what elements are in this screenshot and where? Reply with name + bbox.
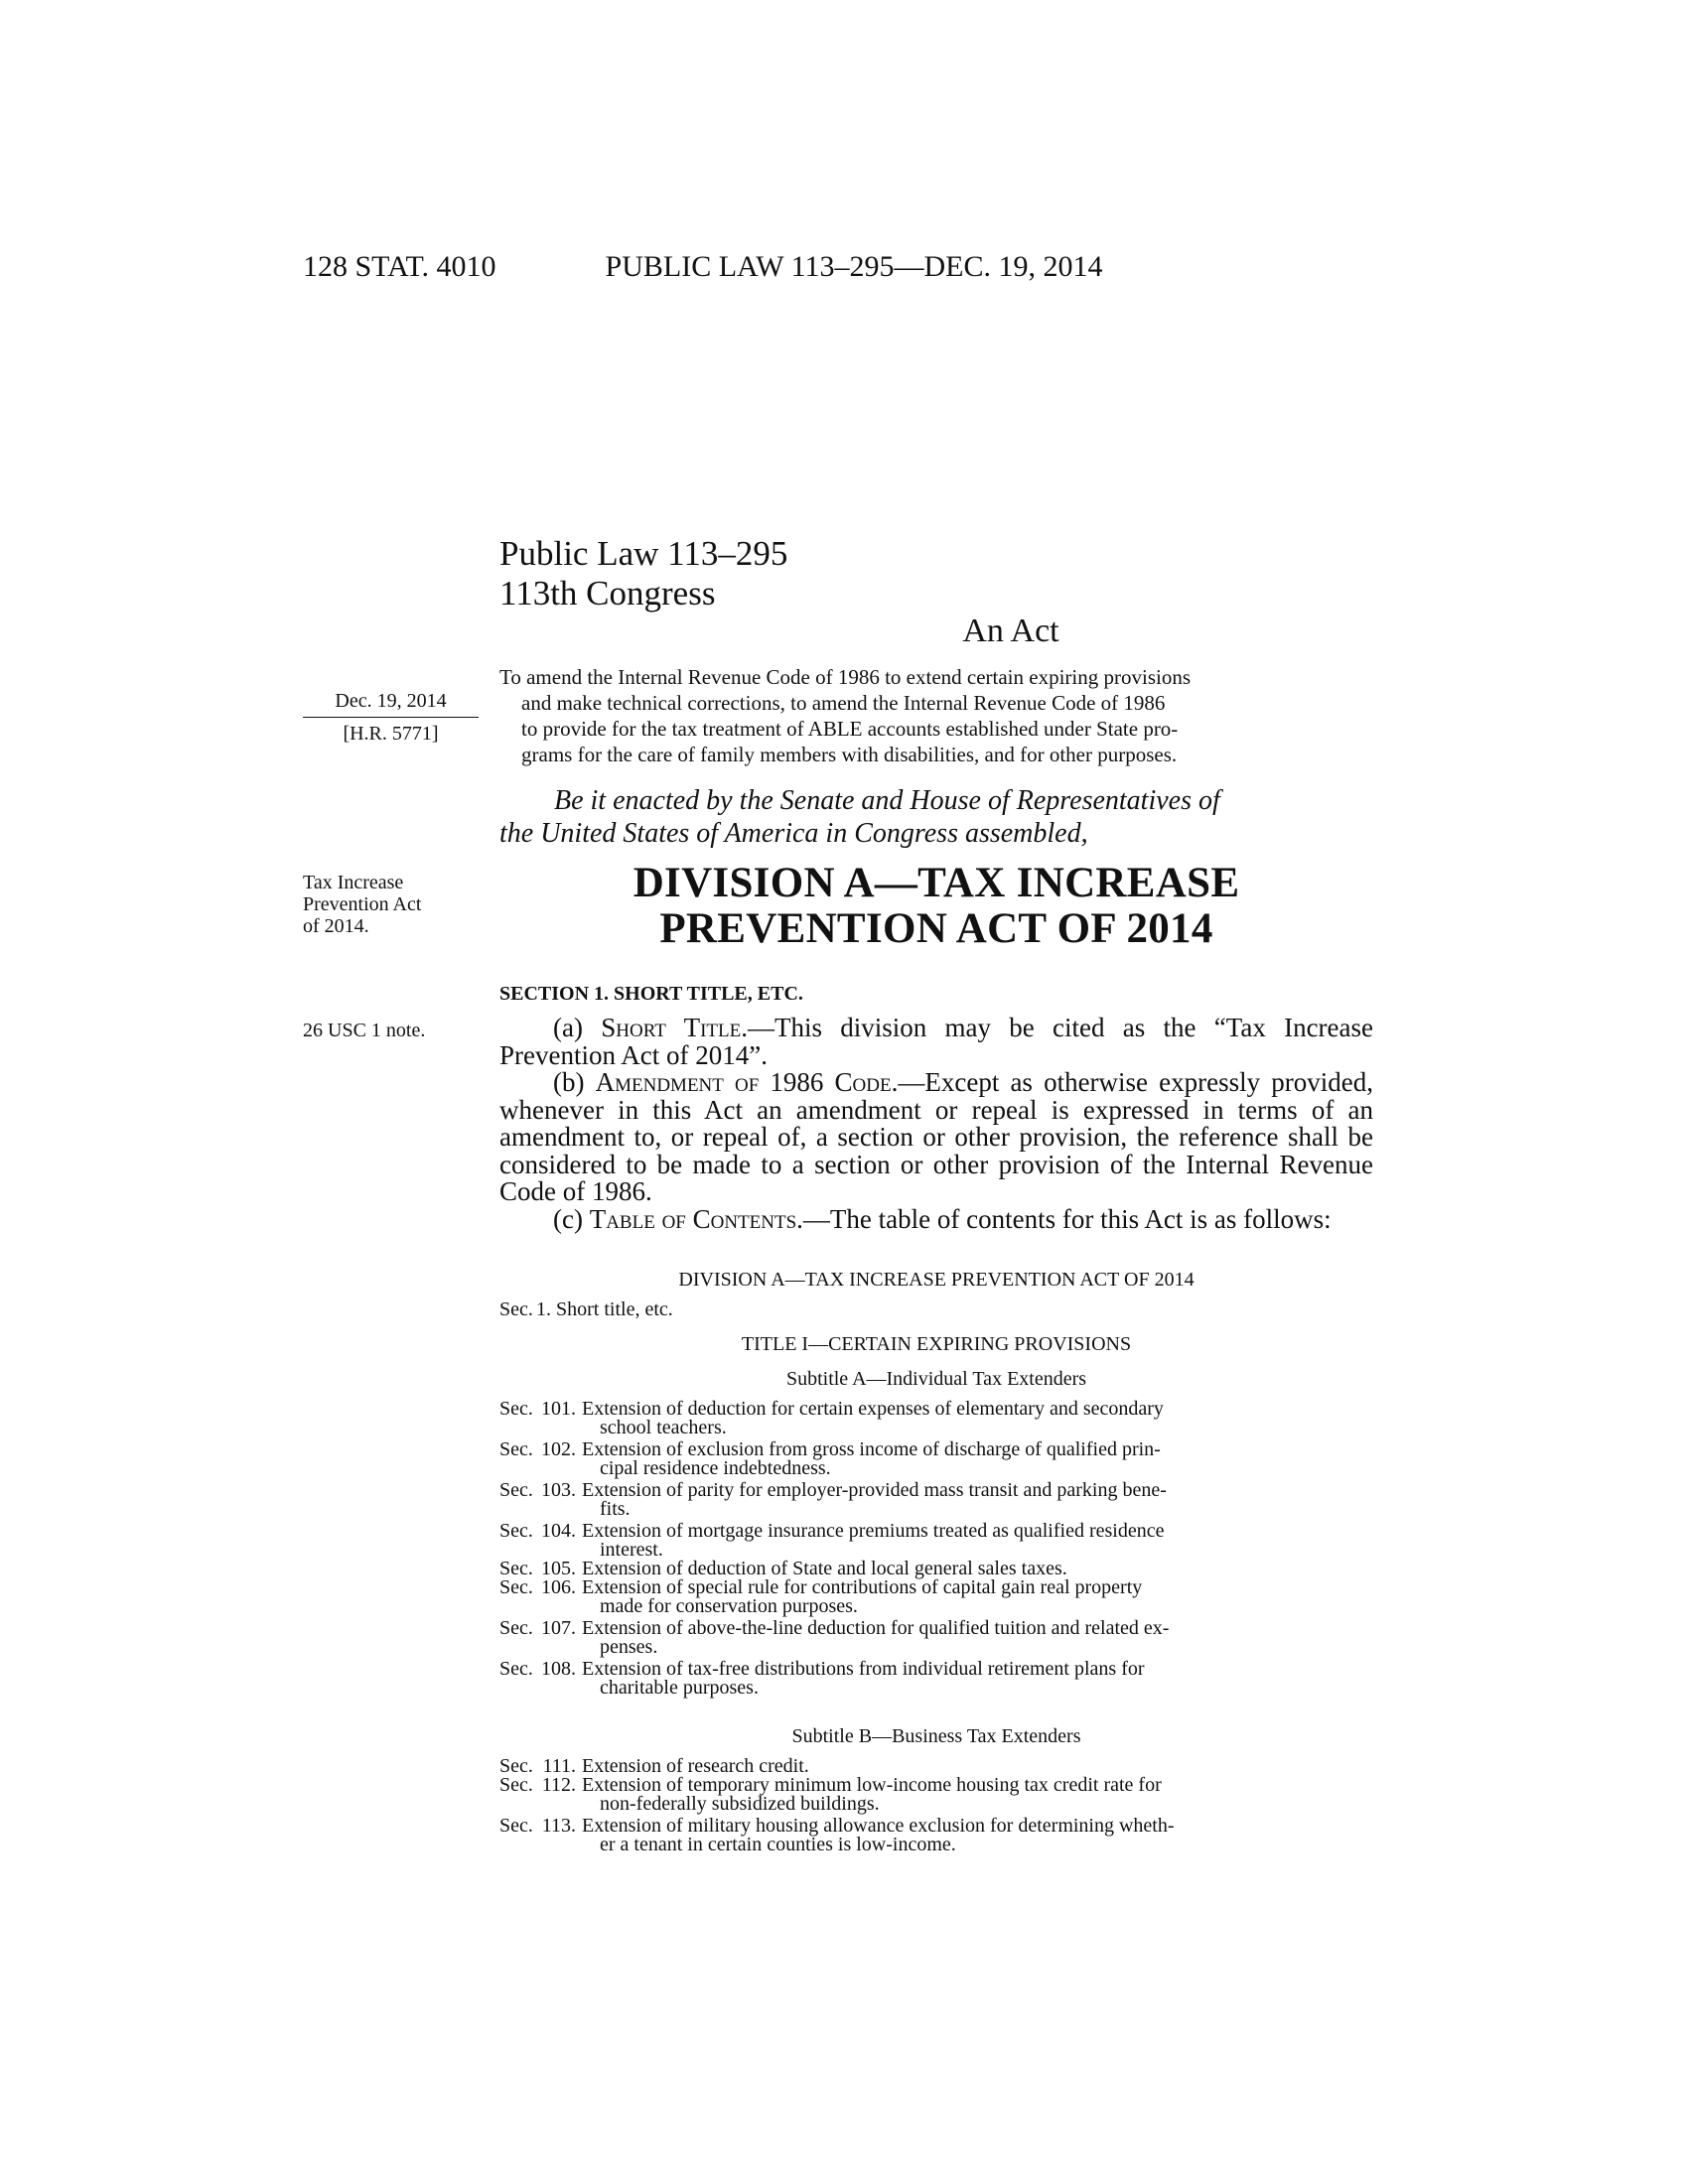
toc-sec-num: 112.: [541, 1774, 576, 1796]
purpose-line: To amend the Internal Revenue Code of 1986 to extend certain expiring provisions: [499, 665, 1192, 689]
toc-subtitle-a-heading: Subtitle A—Individual Tax Extenders: [785, 1368, 1087, 1390]
toc-subtitle-b-list: [499, 1757, 1373, 1854]
toc-entry: [499, 1300, 1373, 1319]
margin-bill-number: [H.R. 5771]: [343, 723, 439, 745]
toc-sec-num: 107.: [541, 1617, 576, 1639]
toc-sec-text-cont: fits.: [600, 1498, 631, 1520]
toc-entry: [499, 1776, 1373, 1814]
margin-note-line: Prevention Act: [303, 893, 422, 915]
toc-sec-label: Sec.: [499, 1815, 533, 1837]
toc-sec-text: Extension of special rule for contributions of capital gain real property: [582, 1576, 1143, 1598]
act-purpose: [499, 664, 1373, 767]
toc-division-heading: DIVISION A—TAX INCREASE PREVENTION ACT OF 2014: [678, 1269, 1195, 1291]
toc-sec-text: Extension of above-the-line deduction for qualified tuition and related ex-: [582, 1617, 1170, 1639]
toc-sec-label: Sec.: [499, 1398, 533, 1420]
toc-sec-text: Extension of mortgage insurance premiums treated as qualified residence: [582, 1520, 1165, 1542]
margin-note-usc: 26 USC 1 note.: [303, 1020, 426, 1041]
toc-sec-text: Extension of parity for employer-provided mass transit and parking bene-: [582, 1479, 1167, 1501]
division-heading: [499, 861, 1373, 952]
toc-sec-text-cont: er a tenant in certain counties is low-income.: [600, 1834, 956, 1855]
section-1-heading: SECTION 1. SHORT TITLE, ETC.: [499, 983, 803, 1005]
toc-sec-text: Extension of research credit.: [582, 1755, 809, 1777]
toc-sec-text-cont: non-federally subsidized buildings.: [600, 1793, 880, 1815]
toc-sec-text: Extension of temporary minimum low-income housing tax credit rate for: [582, 1774, 1162, 1796]
division-heading-line-2: PREVENTION ACT OF 2014: [659, 905, 1213, 952]
toc-sec-label: Sec.: [499, 1438, 533, 1460]
toc-entry: [499, 1522, 1373, 1560]
subsection-caption: Amendment of 1986 Code: [595, 1067, 892, 1097]
enacting-line-1: Be it enacted by the Senate and House of Representatives of: [554, 785, 1220, 816]
toc-sec-label: Sec.: [499, 1774, 533, 1796]
subsection-caption: Short Title: [601, 1013, 742, 1042]
subsection-a: [499, 1015, 1373, 1069]
subsection-label: (a): [553, 1013, 602, 1042]
toc-sec-label: Sec.: [499, 1298, 533, 1320]
subsection-caption: Table of Contents: [589, 1203, 797, 1234]
congress: 113th Congress: [499, 574, 716, 613]
page-stat-citation: 128 STAT. 4010: [303, 250, 496, 283]
margin-rule: [303, 717, 479, 718]
toc-sec-label: Sec.: [499, 1576, 533, 1598]
section-1-body: [499, 1015, 1373, 1233]
toc-sec-label: Sec.: [499, 1617, 533, 1639]
toc-sec-num: 111.: [542, 1755, 576, 1777]
toc-sec-text-cont: school teachers.: [600, 1417, 727, 1438]
toc-sec-text-cont: cipal residence indebtedness.: [600, 1457, 831, 1479]
subsection-b: [499, 1069, 1373, 1206]
toc-sec-num: 103.: [541, 1479, 576, 1501]
toc-sec-num: 102.: [541, 1438, 576, 1460]
toc-entry: [499, 1817, 1373, 1854]
toc-entry: [499, 1440, 1373, 1478]
toc-sec-text-cont: interest.: [600, 1539, 663, 1561]
law-title-block: [499, 534, 787, 614]
enacting-clause: [499, 784, 1373, 850]
toc-sec-num: 105.: [541, 1558, 576, 1579]
toc-title-heading: TITLE I—CERTAIN EXPIRING PROVISIONS: [741, 1333, 1132, 1355]
toc-sec-text: Extension of exclusion from gross income of discharge of qualified prin-: [582, 1438, 1161, 1460]
toc-sec-text-cont: penses.: [600, 1636, 658, 1658]
toc-entry: [499, 1578, 1373, 1616]
toc-entry: [499, 1619, 1373, 1657]
margin-date: Dec. 19, 2014: [335, 690, 447, 712]
toc-sec-text: Short title, etc.: [556, 1298, 673, 1320]
margin-note-line: Tax Increase: [303, 872, 404, 893]
subsection-c: [499, 1203, 1373, 1234]
toc-sec-text: Extension of military housing allowance exclusion for determining wheth-: [582, 1815, 1175, 1837]
margin-date-block: [303, 688, 479, 747]
purpose-line: grams for the care of family members with disabilities, and for other purposes.: [521, 743, 1178, 766]
division-heading-line-1: DIVISION A—TAX INCREASE: [633, 860, 1240, 906]
toc-sec-text-cont: charitable purposes.: [600, 1677, 759, 1699]
toc-sec-label: Sec.: [499, 1520, 533, 1542]
subsection-label: (b): [553, 1067, 596, 1097]
toc-subtitle-a-list: [499, 1400, 1373, 1698]
toc-sec-label: Sec.: [499, 1479, 533, 1501]
purpose-line: to provide for the tax treatment of ABLE accounts established under State pro-: [521, 717, 1179, 741]
toc-sec-label: Sec.: [499, 1558, 533, 1579]
subsection-text: .—This division may be cited as the “Tax Increase Prevention Act of 2014”.: [499, 1013, 1374, 1070]
toc-subtitle-b-heading: Subtitle B—Business Tax Extenders: [791, 1725, 1081, 1747]
toc-sec-text: Extension of deduction for certain expenses of elementary and secondary: [582, 1398, 1164, 1420]
toc-sec-label: Sec.: [499, 1755, 533, 1777]
subsection-text: .—Except as otherwise expressly provided, whenever in this Act an amendment or repeal is expressed in terms of an amendment to, or repeal of, a section or other provision, the reference shall be considered to be made to a section or other provision of the Internal Revenue Code of 1986.: [499, 1067, 1373, 1206]
subsection-label: (c): [553, 1203, 590, 1234]
enacting-line-2: the United States of America in Congress assembled,: [499, 818, 1088, 849]
toc-sec-num: 101.: [541, 1398, 576, 1420]
purpose-line: and make technical corrections, to amend the Internal Revenue Code of 1986: [521, 691, 1166, 715]
toc-entry: [499, 1481, 1373, 1519]
margin-note-short-title: [303, 872, 421, 937]
toc-sec-text-cont: made for conservation purposes.: [600, 1595, 858, 1617]
toc-sec-label: Sec.: [499, 1658, 533, 1680]
margin-note-line: of 2014.: [303, 915, 369, 937]
law-number: Public Law 113–295: [499, 534, 788, 573]
toc-sec-num: 113.: [541, 1815, 576, 1837]
toc-sec-num: 108.: [541, 1658, 576, 1680]
act-label: An Act: [962, 613, 1059, 649]
toc-entry: [499, 1400, 1373, 1437]
toc-sec-num: 104.: [541, 1520, 576, 1542]
subsection-text: .—The table of contents for this Act is as follows:: [796, 1203, 1332, 1234]
toc-entry: [499, 1660, 1373, 1698]
toc-sec-num: 106.: [541, 1576, 576, 1598]
toc-sec-text: Extension of tax-free distributions from individual retirement plans for: [582, 1658, 1145, 1680]
running-title: PUBLIC LAW 113–295—DEC. 19, 2014: [605, 250, 1103, 283]
toc-sec-text: Extension of deduction of State and local general sales taxes.: [582, 1558, 1067, 1579]
toc-sec-num: 1.: [536, 1298, 551, 1320]
